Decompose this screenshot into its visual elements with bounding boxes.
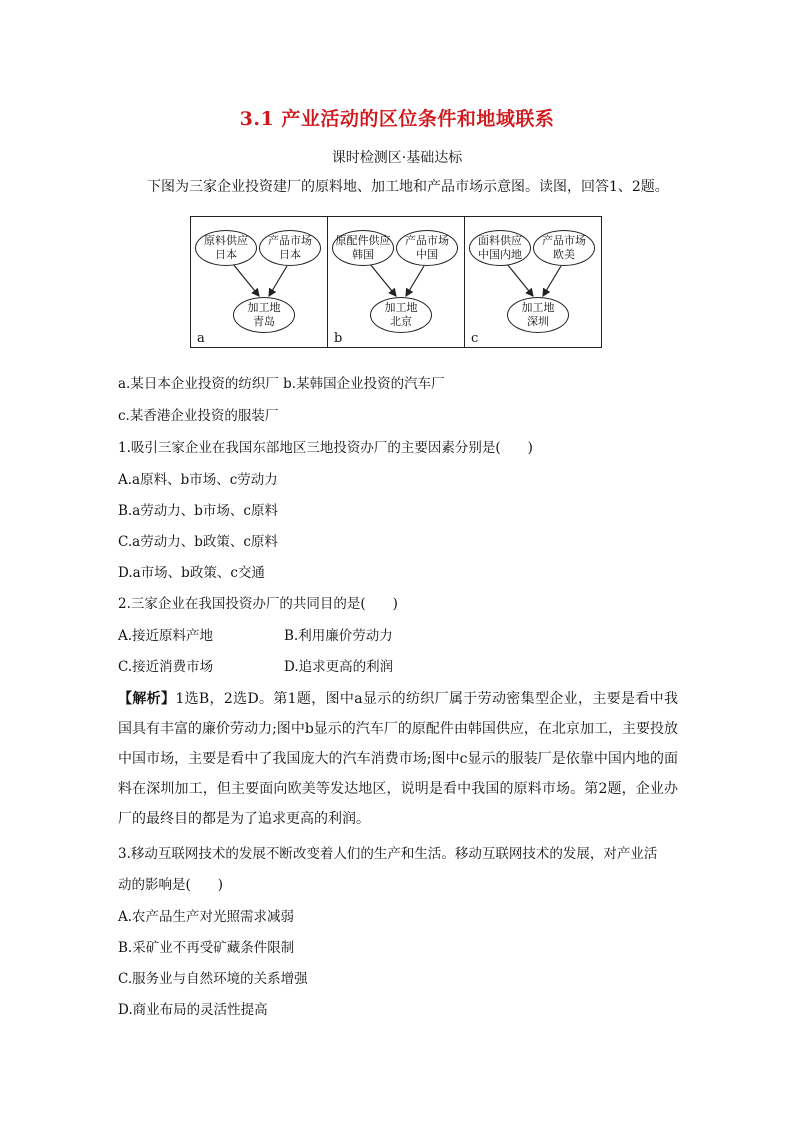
q1-option-a[interactable]: A.a原料、b市场、c劳动力 (118, 472, 278, 488)
q2-option-a[interactable]: A.接近原料产地 (118, 628, 214, 644)
node-place: 深圳 (527, 315, 549, 328)
analysis-paragraph (118, 684, 678, 834)
node-place: 中国 (416, 248, 438, 261)
legend-line-1: a.某日本企业投资的纺织厂 b.某韩国企业投资的汽车厂 (118, 376, 445, 392)
raw-material-node (332, 230, 394, 266)
q1-option-c[interactable]: C.a劳动力、b政策、c原料 (118, 534, 278, 550)
diagram-panel-a (191, 217, 328, 347)
node-label: 面料供应 (478, 234, 522, 247)
question-3-stem-line-1: 3.移动互联网技术的发展不断改变着人们的生产和生活。移动互联网技术的发展，对产业活 (118, 846, 658, 862)
q2-option-d[interactable]: D.追求更高的利润 (284, 659, 394, 675)
node-label: 产品市场 (268, 234, 312, 247)
diagram-panel-b (328, 217, 465, 347)
question-2-stem: 2.三家企业在我国投资办厂的共同目的是( ) (118, 596, 398, 612)
q3-option-b[interactable]: B.采矿业不再受矿藏条件限制 (118, 940, 295, 956)
node-place: 日本 (215, 248, 237, 261)
q2-options-row-2 (118, 655, 394, 675)
market-node (396, 230, 458, 266)
q2-option-c[interactable]: C.接近消费市场 (118, 659, 214, 675)
node-label: 加工地 (384, 301, 418, 314)
node-label: 加工地 (521, 301, 555, 314)
q3-option-d[interactable]: D.商业布局的灵活性提高 (118, 1002, 268, 1018)
diagram-panel-c (465, 217, 601, 347)
question-1-stem: 1.吸引三家企业在我国东部地区三地投资办厂的主要因素分别是( ) (118, 440, 533, 456)
intro-text: 下图为三家企业投资建厂的原料地、加工地和产品市场示意图。读图，回答1、2题。 (147, 179, 669, 195)
page-title: 3.1 产业活动的区位条件和地域联系 (239, 108, 555, 130)
q3-option-c[interactable]: C.服务业与自然环境的关系增强 (118, 971, 308, 987)
node-place: 日本 (279, 248, 301, 261)
node-place: 北京 (390, 315, 412, 328)
market-node (259, 230, 321, 266)
q1-option-b[interactable]: B.a劳动力、b市场、c原料 (118, 503, 278, 519)
processing-node (370, 297, 432, 333)
processing-node (233, 297, 295, 333)
section-subtitle: 课时检测区·基础达标 (331, 150, 463, 166)
q2-options-row-1 (118, 624, 393, 644)
node-label: 产品市场 (405, 234, 449, 247)
panel-letter: a (197, 331, 205, 346)
legend-line-2: c.某香港企业投资的服装厂 (118, 408, 279, 424)
node-place: 青岛 (253, 315, 275, 328)
node-label: 产品市场 (542, 234, 586, 247)
q3-option-a[interactable]: A.农产品生产对光照需求减弱 (118, 909, 295, 925)
raw-material-node (469, 230, 531, 266)
node-place: 韩国 (352, 248, 374, 261)
q1-option-d[interactable]: D.a市场、b政策、c交通 (118, 565, 265, 581)
node-label: 加工地 (247, 301, 281, 314)
q2-option-b[interactable]: B.利用廉价劳动力 (284, 628, 393, 644)
market-node (533, 230, 595, 266)
processing-node (507, 297, 569, 333)
panel-letter: b (334, 331, 343, 346)
panel-letter: c (471, 331, 479, 346)
analysis-text: 1选B，2选D。第1题，图中a显示的纺织厂属于劳动密集型企业，主要是看中我国具有丰富的廉价劳动力;图中b显示的汽车厂的原配件由韩国供应，在北京加工，主要投放中国市场，主要是看中了我国庞大的汽车消费市场;图中c显示的服装厂是依靠中国内地的面料在深圳加工，但主要面向欧美等发达地区，说明是看中我国的原料市场。第2题，企业办厂的最终目的都是为了追求更高的利润。 (118, 691, 678, 827)
analysis-tag: 【解析】 (118, 691, 176, 707)
raw-material-node (195, 230, 257, 266)
node-place: 欧美 (553, 248, 575, 261)
enterprise-diagram (190, 216, 602, 348)
node-label: 原料供应 (204, 234, 248, 247)
node-place: 中国内地 (478, 248, 522, 261)
question-3-stem-line-2: 动的影响是( ) (118, 877, 224, 893)
node-label: 原配件供应 (335, 234, 391, 247)
